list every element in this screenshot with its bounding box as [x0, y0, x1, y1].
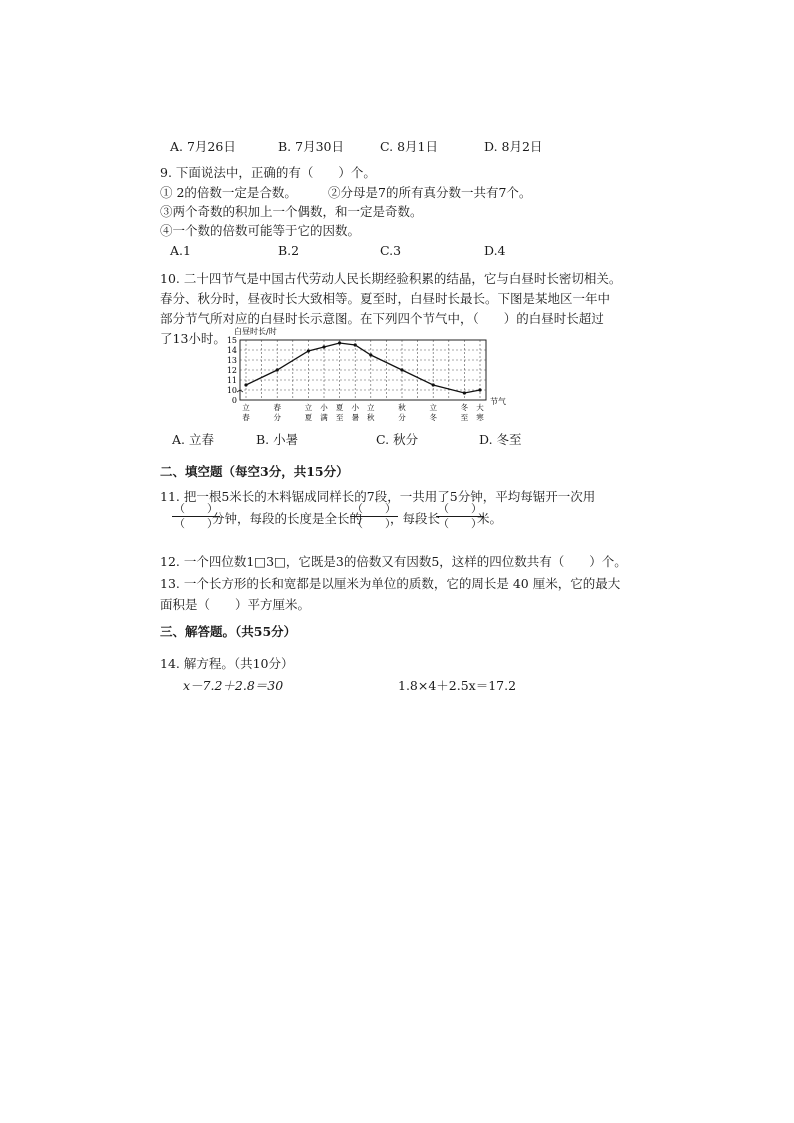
y-tick-label: 0 [231, 396, 237, 405]
q8-option-b: B. 7月30日 [278, 139, 344, 154]
data-point [338, 341, 341, 344]
q10-line-2: 春分、秋分时，昼夜时长大致相等。夏至时，白昼时长最长。下图是某地区一年中 [160, 291, 611, 306]
q10-line-4: 了13小时。 [160, 331, 226, 346]
q9-statement-4: ④一个数的倍数可能等于它的因数。 [160, 223, 361, 238]
q9-option-b: B.2 [278, 243, 300, 258]
x-tick-label: 冬至 [460, 403, 469, 422]
y-tick-label: 12 [226, 366, 237, 375]
section-2-title: 二、填空题（每空3分，共15分） [160, 464, 349, 479]
x-tick-label: 立夏 [304, 403, 313, 422]
q10-option-c: C. 秋分 [376, 432, 419, 447]
q14-title: 14. 解方程。（共10分） [160, 656, 294, 671]
data-point [322, 345, 325, 348]
q9-option-c: C.3 [380, 243, 402, 258]
q11-fraction-3-den: （ ） [438, 517, 482, 530]
q13-line-1: 13. 一个长方形的长和宽都是以厘米为单位的质数，它的周长是 40 厘米，它的最大 [160, 576, 621, 591]
y-tick-label: 13 [226, 356, 237, 365]
y-tick-label: 10 [226, 386, 237, 395]
q11-part-1: 分钟，每段的长度是全长的 [212, 511, 363, 526]
daylight-series-line [246, 343, 480, 393]
q11-fraction-1-num: （ ） [174, 502, 218, 515]
x-tick-label: 立冬 [429, 403, 437, 422]
data-point [244, 383, 247, 386]
data-point [432, 383, 435, 386]
q11-part-2: ，每段长 [390, 511, 441, 526]
q11-fraction-2-den: （ ） [352, 517, 396, 530]
q10-line-3: 部分节气所对应的白昼时长示意图。在下列四个节气中，（ ）的白昼时长超过 [160, 311, 604, 326]
data-point [307, 349, 310, 352]
q11-part-3: 米。 [477, 511, 503, 526]
q9-option-d: D.4 [484, 243, 506, 258]
q11-fraction-1-den: （ ） [174, 517, 218, 530]
x-tick-label: 夏至 [335, 403, 344, 422]
x-axis-label: 节气 [490, 397, 506, 406]
q9-statement-1: ① 2的倍数一定是合数。 [160, 185, 297, 200]
x-tick-label: 春分 [273, 403, 281, 422]
data-point [354, 343, 357, 346]
data-point [369, 353, 372, 356]
x-tick-label: 立秋 [367, 403, 375, 422]
x-tick-label: 小满 [320, 403, 328, 422]
x-tick-label: 秋分 [398, 403, 406, 422]
q11-fraction-3-num: （ ） [438, 502, 482, 515]
x-tick-label: 大寒 [476, 403, 484, 422]
q10-option-a: A. 立春 [172, 432, 214, 447]
y-tick-label: 15 [226, 336, 237, 345]
y-tick-label: 11 [226, 376, 237, 385]
q13-line-2: 面积是（ ）平方厘米。 [160, 597, 311, 612]
equation-2: 1.8×4＋2.5x＝17.2 [398, 678, 517, 693]
y-axis-label: 白昼时长/时 [234, 327, 277, 336]
q9-option-a: A.1 [170, 243, 191, 258]
q9-statement-2: ②分母是7的所有真分数一共有7个。 [328, 185, 532, 200]
q11-line-1: 11. 把一根5米长的木料锯成同样长的7段，一共用了5分钟，平均每锯开一次用 [160, 489, 596, 504]
q11-fraction-2-num: （ ） [352, 502, 396, 515]
q8-option-a: A. 7月26日 [170, 139, 236, 154]
q9-stem: 9. 下面说法中，正确的有（ ）个。 [160, 165, 376, 180]
equation-1: x－7.2＋2.8＝30 [183, 678, 284, 693]
x-tick-label: 立春 [242, 403, 250, 422]
q12: 12. 一个四位数1□3□，它既是3的倍数又有因数5，这样的四位数共有（ ）个。 [160, 554, 627, 569]
data-point [478, 388, 481, 391]
q10-option-b: B. 小暑 [256, 432, 299, 447]
section-3-title: 三、解答题。（共55分） [160, 624, 297, 639]
q8-option-d: D. 8月2日 [484, 139, 543, 154]
daylight-chart [228, 322, 518, 428]
q8-option-c: C. 8月1日 [380, 139, 438, 154]
data-point [400, 368, 403, 371]
q9-statement-3: ③两个奇数的积加上一个偶数，和一定是奇数。 [160, 204, 423, 219]
y-tick-label: 14 [226, 346, 237, 355]
q10-line-1: 10. 二十四节气是中国古代劳动人民长期经验积累的结晶，它与白昼时长密切相关。 [160, 271, 622, 286]
x-tick-label: 小暑 [351, 403, 359, 422]
data-point [463, 391, 466, 394]
data-point [276, 368, 279, 371]
q10-option-d: D. 冬至 [479, 432, 522, 447]
